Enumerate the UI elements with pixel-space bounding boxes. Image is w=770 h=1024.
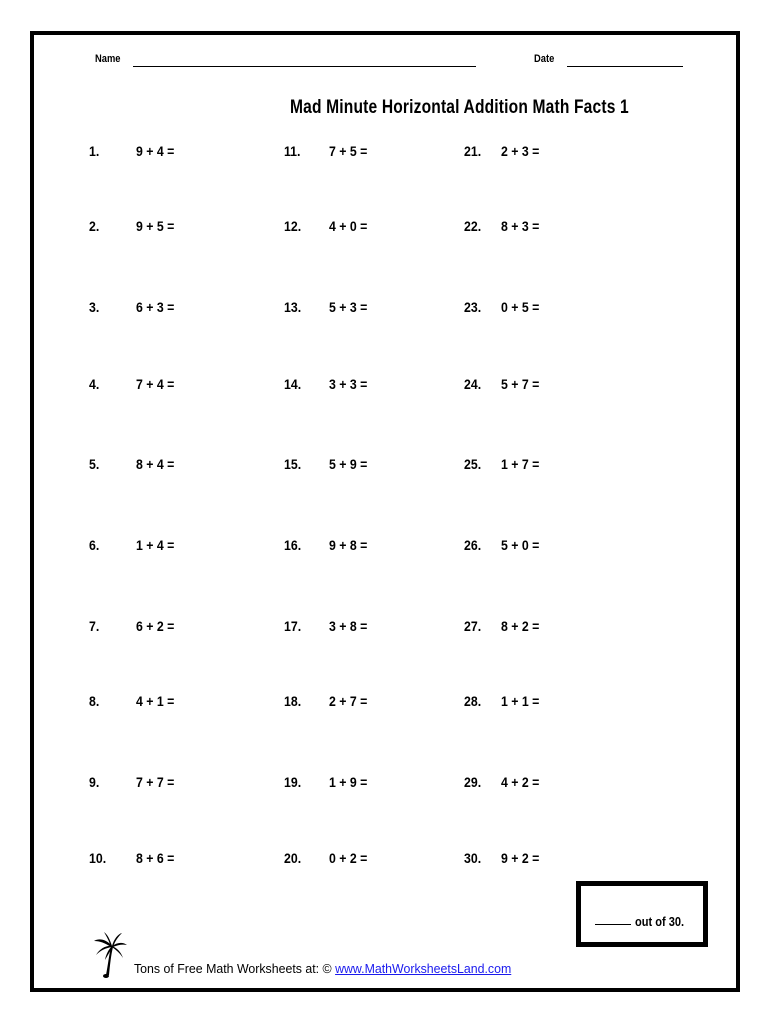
problem-expression: 9 + 8 = (328, 537, 368, 553)
problem-number: 26. (464, 537, 482, 553)
problem-item (284, 143, 368, 159)
problem-expression: 3 + 3 = (328, 376, 368, 392)
problem-number: 6. (89, 537, 100, 553)
problem-expression: 7 + 5 = (328, 143, 368, 159)
score-box (576, 881, 708, 947)
problem-item (89, 693, 175, 709)
name-field[interactable] (133, 66, 476, 67)
problem-item (464, 299, 540, 315)
problem-expression: 9 + 5 = (135, 218, 175, 234)
problem-expression: 4 + 0 = (328, 218, 368, 234)
problem-expression: 2 + 7 = (328, 693, 368, 709)
date-label: Date (534, 53, 555, 65)
problem-expression: 1 + 4 = (135, 537, 175, 553)
problem-number: 7. (89, 618, 100, 634)
problem-expression: 1 + 7 = (500, 456, 540, 472)
problem-number: 21. (464, 143, 482, 159)
problem-expression: 7 + 7 = (135, 774, 175, 790)
problem-number: 5. (89, 456, 100, 472)
problem-number: 19. (284, 774, 302, 790)
problem-expression: 8 + 6 = (135, 850, 175, 866)
name-label: Name (95, 53, 121, 65)
problem-number: 23. (464, 299, 482, 315)
problem-item (89, 537, 175, 553)
problem-number: 27. (464, 618, 482, 634)
problem-item (284, 774, 368, 790)
problem-number: 29. (464, 774, 482, 790)
problem-number: 13. (284, 299, 302, 315)
problem-expression: 5 + 3 = (328, 299, 368, 315)
problem-number: 20. (284, 850, 302, 866)
problem-item (464, 537, 540, 553)
problem-item (284, 693, 368, 709)
problem-expression: 7 + 4 = (135, 376, 175, 392)
problem-number: 8. (89, 693, 100, 709)
problem-number: 2. (89, 218, 100, 234)
footer-text: Tons of Free Math Worksheets at: © (134, 961, 336, 976)
problem-expression: 8 + 3 = (500, 218, 540, 234)
problem-number: 9. (89, 774, 100, 790)
problem-item (464, 693, 540, 709)
problem-expression: 8 + 4 = (135, 456, 175, 472)
problem-expression: 2 + 3 = (500, 143, 540, 159)
problem-number: 15. (284, 456, 302, 472)
problem-item (464, 218, 540, 234)
problem-number: 30. (464, 850, 482, 866)
score-field[interactable] (595, 924, 631, 925)
problem-number: 18. (284, 693, 302, 709)
problem-item (89, 376, 175, 392)
problem-number: 4. (89, 376, 100, 392)
problem-item (284, 456, 368, 472)
problem-number: 12. (284, 218, 302, 234)
problem-item (89, 143, 175, 159)
problem-item (284, 218, 368, 234)
problem-expression: 4 + 1 = (135, 693, 175, 709)
problem-expression: 0 + 2 = (328, 850, 368, 866)
score-total-label: out of 30. (635, 914, 685, 929)
problem-item (89, 774, 175, 790)
problem-item (464, 774, 540, 790)
problem-item (284, 618, 368, 634)
problem-expression: 6 + 3 = (135, 299, 175, 315)
problem-number: 22. (464, 218, 482, 234)
problem-expression: 5 + 7 = (500, 376, 540, 392)
worksheet-title: Mad Minute Horizontal Addition Math Facts 1 (290, 97, 629, 118)
palm-tree-icon (92, 931, 128, 979)
problem-item (284, 299, 368, 315)
problem-expression: 0 + 5 = (500, 299, 540, 315)
problem-expression: 8 + 2 = (500, 618, 540, 634)
problem-item (464, 850, 540, 866)
problem-item (89, 218, 175, 234)
problem-expression: 6 + 2 = (135, 618, 175, 634)
problem-number: 14. (284, 376, 302, 392)
problem-number: 17. (284, 618, 302, 634)
problem-number: 3. (89, 299, 100, 315)
problem-expression: 9 + 2 = (500, 850, 540, 866)
problem-number: 28. (464, 693, 482, 709)
problem-number: 11. (284, 143, 301, 159)
problem-item (284, 850, 368, 866)
problem-item (89, 299, 175, 315)
problem-item (464, 456, 540, 472)
footer (134, 961, 511, 976)
date-field[interactable] (567, 66, 683, 67)
problem-expression: 5 + 0 = (500, 537, 540, 553)
problem-number: 16. (284, 537, 302, 553)
problem-item (464, 618, 540, 634)
problem-number: 24. (464, 376, 482, 392)
problem-expression: 1 + 9 = (328, 774, 368, 790)
problem-item (89, 456, 175, 472)
problem-number: 10. (89, 850, 107, 866)
problem-number: 1. (89, 143, 100, 159)
problem-expression: 1 + 1 = (500, 693, 540, 709)
problem-number: 25. (464, 456, 482, 472)
problem-item (89, 850, 175, 866)
problem-expression: 4 + 2 = (500, 774, 540, 790)
problem-expression: 9 + 4 = (135, 143, 175, 159)
website-link[interactable]: www.MathWorksheetsLand.com (335, 961, 512, 976)
problem-expression: 3 + 8 = (328, 618, 368, 634)
problem-expression: 5 + 9 = (328, 456, 368, 472)
problem-item (89, 618, 175, 634)
problem-item (464, 376, 540, 392)
problem-item (284, 376, 368, 392)
worksheet-page (30, 31, 740, 992)
problem-item (284, 537, 368, 553)
problem-item (464, 143, 540, 159)
